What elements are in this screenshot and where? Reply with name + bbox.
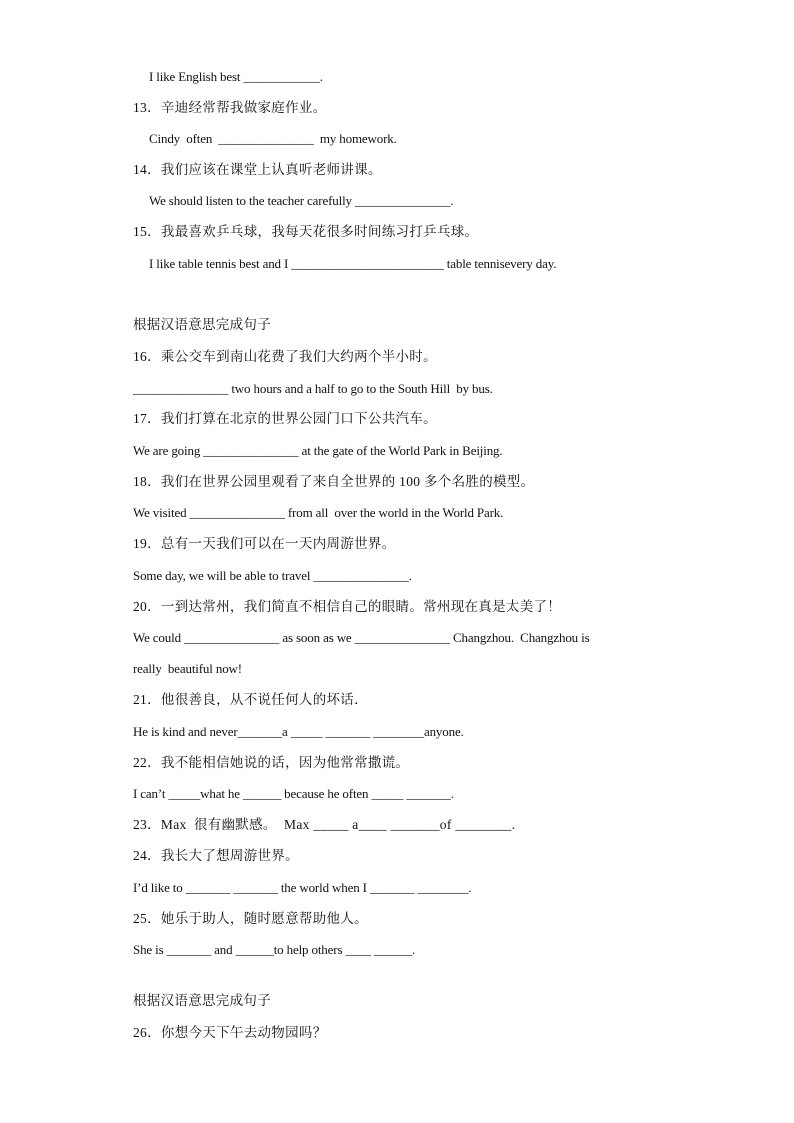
question-21: 21．他很善良，从不说任何人的坏话． <box>133 692 368 707</box>
answer-line-21: He is kind and never_______a _____ _______ ________anyone. <box>133 724 464 739</box>
question-22: 22．我不能相信她说的话，因为他常常撒谎。 <box>133 755 410 770</box>
question-25: 25．她乐于助人，随时愿意帮助他人。 <box>133 911 368 926</box>
question-14: 14．我们应该在课堂上认真听老师讲课。 <box>133 162 382 177</box>
answer-line-14: We should listen to the teacher carefully _______________. <box>149 193 454 208</box>
answer-line-12: I like English best ____________. <box>149 69 323 84</box>
section-heading-2: 根据汉语意思完成句子 <box>133 993 271 1008</box>
question-23: 23．Max 很有幽默感。 Max _____ a____ _______of ________. <box>133 817 516 832</box>
answer-line-25: She is _______ and ______to help others ____ ______. <box>133 942 416 957</box>
question-20: 20．一到达常州，我们简直不相信自己的眼睛。常州现在真是太美了！ <box>133 599 562 614</box>
section-heading: 根据汉语意思完成句子 <box>133 317 271 332</box>
answer-line-24: I’d like to _______ _______ the world when I _______ ________. <box>133 880 472 895</box>
answer-line-13: Cindy often _______________ my homework. <box>149 131 397 146</box>
answer-line-20-cont: really beautiful now! <box>133 661 242 676</box>
answer-line-22: I can’t _____what he ______ because he often _____ _______. <box>133 786 454 801</box>
question-17: 17．我们打算在北京的世界公园门口下公共汽车。 <box>133 411 437 426</box>
answer-line-16: _______________ two hours and a half to go to the South Hill by bus. <box>133 381 493 396</box>
answer-line-19: Some day, we will be able to travel _______________. <box>133 568 412 583</box>
question-26: 26．你想今天下午去动物园吗？ <box>133 1025 327 1040</box>
answer-line-17: We are going _______________ at the gate of the World Park in Beijing. <box>133 443 503 458</box>
question-13: 13．辛迪经常帮我做家庭作业。 <box>133 100 327 115</box>
answer-line-18: We visited _______________ from all over the world in the World Park. <box>133 505 504 520</box>
answer-line-20: We could _______________ as soon as we _______________ Changzhou. Changzhou is <box>133 630 590 645</box>
question-15: 15．我最喜欢乒乓球，我每天花很多时间练习打乒乓球。 <box>133 224 479 239</box>
question-16: 16．乘公交车到南山花费了我们大约两个半小时。 <box>133 349 437 364</box>
question-18: 18．我们在世界公园里观看了来自全世界的 100 多个名胜的模型。 <box>133 474 535 489</box>
question-19: 19．总有一天我们可以在一天内周游世界。 <box>133 536 396 551</box>
answer-line-15: I like table tennis best and I ________________________ table tennisevery day. <box>149 256 557 271</box>
question-24: 24．我长大了想周游世界。 <box>133 848 299 863</box>
